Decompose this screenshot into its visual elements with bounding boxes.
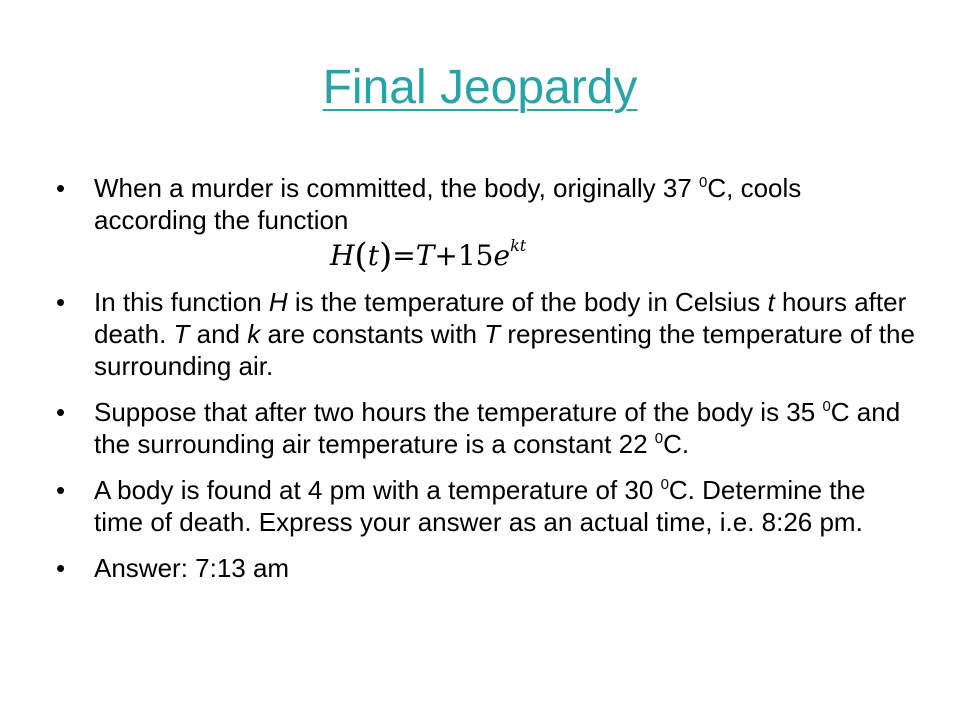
text-fragment: representing the temperature of the surrounding air.: [94, 319, 915, 381]
bullet-text: [94, 475, 865, 537]
bullet-text: [94, 397, 900, 459]
text-fragment: hours after death.: [94, 287, 907, 349]
superscript-degree: 0: [699, 174, 708, 191]
text-fragment: Suppose that after two hours the temperature of the body is 35: [94, 397, 823, 427]
eq-equals-sign: =: [392, 239, 416, 272]
text-fragment: C, cools according the function: [94, 173, 802, 235]
variable-T: T: [173, 319, 190, 349]
text-fragment: C and the surrounding air temperature is a constant 22: [94, 397, 901, 459]
answer-text: Answer: 7:13 am: [94, 553, 290, 583]
eq-plus-sign: +: [434, 239, 458, 272]
bullet-marker: •: [56, 173, 66, 203]
eq-constant-T: T: [415, 239, 435, 272]
eq-euler-e: e: [493, 239, 511, 272]
variable-T: T: [484, 319, 501, 349]
eq-function-name: H: [330, 239, 355, 272]
text-fragment: are constants with: [260, 319, 485, 349]
eq-exponent: kt: [510, 236, 527, 255]
bullet-text: [94, 173, 801, 235]
variable-k: k: [247, 319, 261, 349]
bullet-item-two-hours: [0, 396, 960, 460]
text-fragment: and: [189, 319, 248, 349]
eq-variable-t: t: [367, 239, 379, 272]
bullet-text: [94, 553, 289, 583]
text-fragment: is the temperature of the body in Celsius: [287, 287, 768, 317]
bullet-marker: •: [56, 475, 66, 505]
eq-close-paren: ): [378, 236, 393, 276]
bullet-marker: •: [56, 553, 66, 583]
superscript-degree: 0: [822, 398, 831, 415]
bullet-list: [0, 172, 960, 598]
text-fragment: A body is found at 4 pm with a temperature of 30: [94, 475, 661, 505]
bullet-item-murder-cooling: [0, 172, 960, 274]
text-fragment: C. Determine the time of death. Express your answer as an actual time, i.e. 8:26 pm.: [94, 475, 866, 537]
superscript-degree: 0: [660, 476, 669, 493]
bullet-item-answer: [0, 552, 960, 584]
slide-title: [0, 58, 960, 118]
title-link[interactable]: Final Jeopardy: [322, 61, 638, 114]
bullet-item-function-explanation: [0, 286, 960, 382]
text-fragment: In this function: [94, 287, 269, 317]
text-fragment: C.: [663, 429, 690, 459]
bullet-marker: •: [56, 287, 66, 317]
variable-H: H: [268, 287, 288, 317]
bullet-item-body-found: [0, 474, 960, 538]
superscript-degree: 0: [654, 430, 664, 447]
bullet-marker: •: [56, 397, 66, 427]
variable-t: t: [767, 287, 775, 317]
eq-coefficient: 15: [457, 239, 494, 272]
bullet-text: [94, 287, 915, 381]
text-fragment: When a murder is committed, the body, originally 37: [94, 173, 700, 203]
cooling-equation: [330, 238, 920, 274]
eq-open-paren: (: [354, 236, 368, 276]
